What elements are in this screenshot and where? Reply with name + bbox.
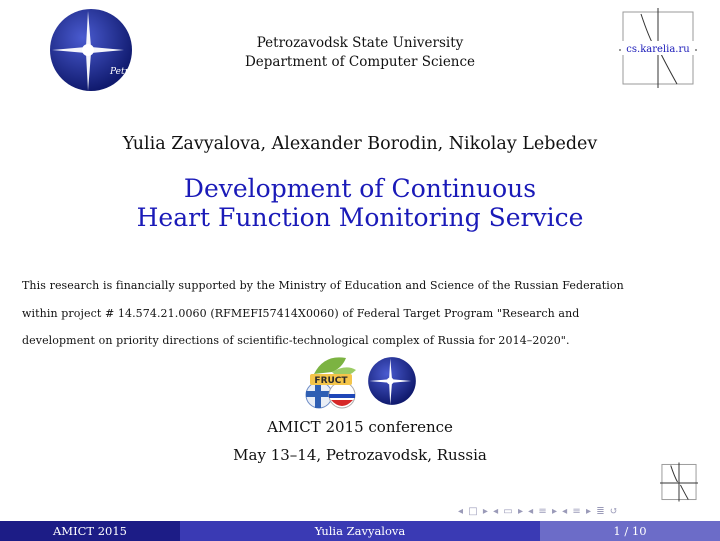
footer-bar <box>0 521 720 541</box>
title-line-1: Development of Continuous <box>183 174 537 203</box>
cs-karelia-logo-small <box>660 462 698 502</box>
logo-left-text: PetrSU <box>110 67 143 77</box>
university-name: Petrozavodsk State University <box>256 35 464 51</box>
title-line-2: Heart Function Monitoring Service <box>136 203 584 232</box>
nav-search-icon[interactable]: ↺ <box>609 506 620 517</box>
nav-doc-next-icon[interactable]: ▸ <box>585 506 592 517</box>
nav-subsection-prev-icon[interactable]: ◂ <box>493 506 500 517</box>
logo-right-text: cs.karelia.ru <box>626 44 690 55</box>
nav-subsection-next-icon[interactable]: ▸ <box>517 506 524 517</box>
nav-frame-icon: □ <box>468 506 479 517</box>
conference-info <box>0 413 720 469</box>
nav-doc-prev-icon[interactable]: ◂ <box>562 506 569 517</box>
footer-event: AMICT 2015 <box>0 521 180 541</box>
cs-karelia-logo <box>619 8 697 88</box>
petrsu-logo-small <box>367 356 417 406</box>
nav-frame-next-icon[interactable]: ▸ <box>482 506 489 517</box>
institution-block <box>0 34 720 72</box>
conference-date-place: May 13–14, Petrozavodsk, Russia <box>233 446 487 464</box>
department-name: Department of Computer Science <box>244 54 476 70</box>
nav-subsection-icon: ▭ <box>503 506 514 517</box>
footer-page-number: 1 / 10 <box>540 521 720 541</box>
fruct-logo <box>302 354 360 412</box>
funding-statement <box>22 272 712 355</box>
nav-align-icon[interactable]: ≣ <box>596 506 606 517</box>
nav-doc-icon: ≡ <box>572 506 582 517</box>
authors: Yulia Zavyalova, Alexander Borodin, Nikolay Lebedev <box>122 134 598 154</box>
beamer-navigation <box>458 506 619 517</box>
nav-section-next-icon[interactable]: ▸ <box>551 506 558 517</box>
funding-line-2: within project # 14.574.21.0060 (RFMEFI57414X0060) of Federal Target Program "Research and <box>22 306 580 320</box>
presentation-title <box>0 174 720 232</box>
footer-author: Yulia Zavyalova <box>180 521 540 541</box>
nav-section-icon: ≡ <box>538 506 548 517</box>
funding-line-3: development on priority directions of scientific-technological complex of Russia for 2014–2020". <box>22 334 570 347</box>
nav-section-prev-icon[interactable]: ◂ <box>528 506 535 517</box>
conference-name: AMICT 2015 conference <box>267 418 453 436</box>
nav-frame-prev-icon[interactable]: ◂ <box>458 506 465 517</box>
fruct-label: FRUCT <box>314 376 348 386</box>
funding-line-1: This research is financially supported by the Ministry of Education and Science of the Russian Federation <box>22 279 624 292</box>
